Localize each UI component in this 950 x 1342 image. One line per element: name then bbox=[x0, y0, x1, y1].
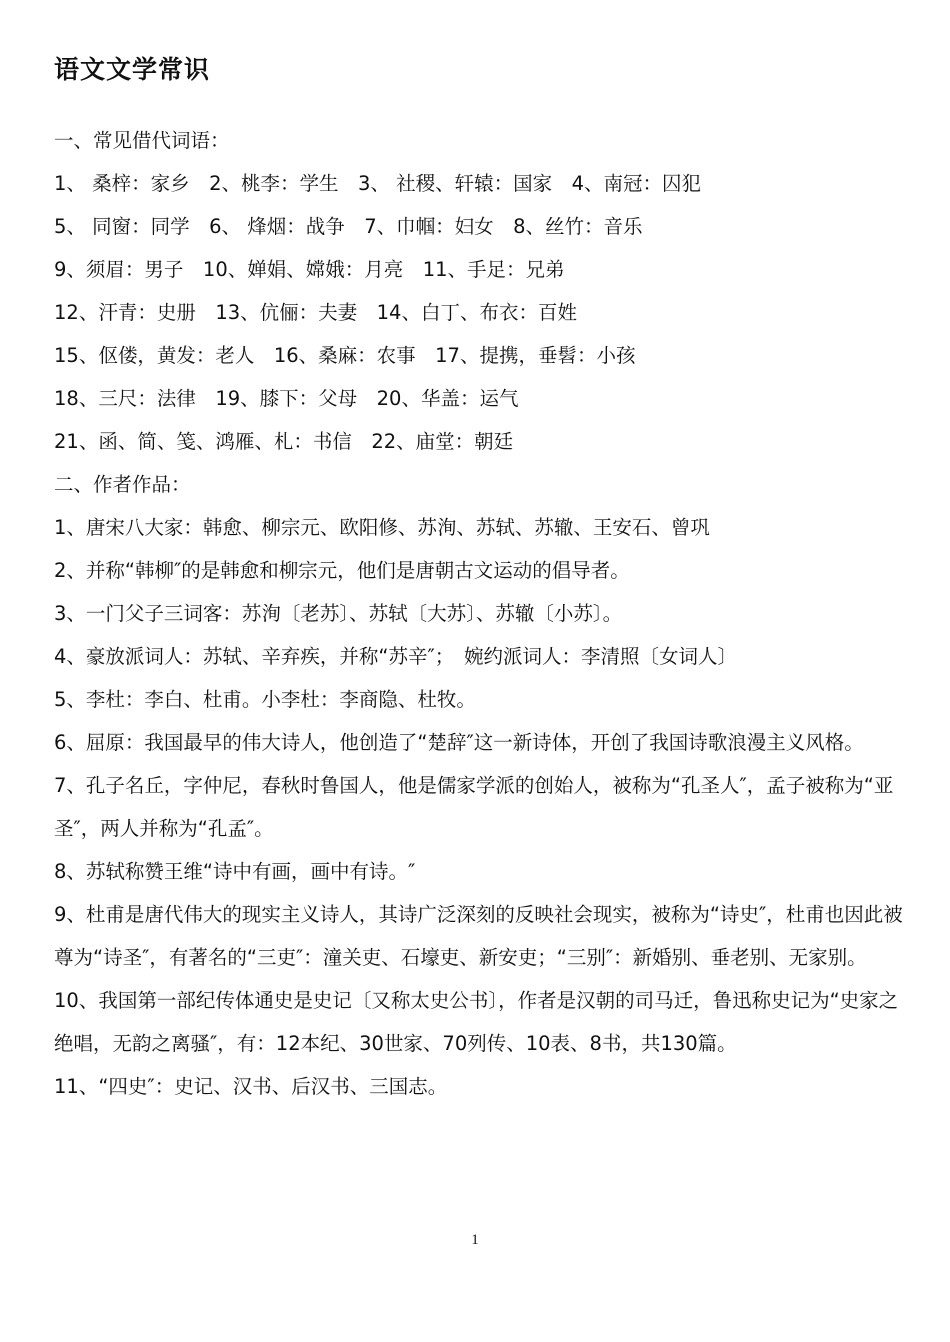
borrowed-words-line: 5、 同窗：同学 6、 烽烟：战争 7、巾帼：妇女 8、丝竹：音乐 bbox=[54, 215, 643, 238]
borrowed-words-line: 15、伛偻，黄发：老人 16、桑麻：农事 17、提携，垂髫：小孩 bbox=[54, 344, 636, 367]
authors-item: 5、李杜：李白、杜甫。小李杜：李商隐、杜牧。 bbox=[54, 688, 476, 711]
authors-item: 7、孔子名丘，字仲尼，春秋时鲁国人，他是儒家学派的创始人，被称为“孔圣人″，孟子被称为“亚圣″，两人并称为“孔孟″。 bbox=[54, 774, 894, 840]
borrowed-words-line: 1、 桑梓：家乡 2、桃李：学生 3、 社稷、轩辕：国家 4、南冠：囚犯 bbox=[54, 172, 702, 195]
page-number: 1 bbox=[471, 1232, 479, 1248]
borrowed-words-line: 12、汗青：史册 13、伉俪：夫妻 14、白丁、布衣：百姓 bbox=[54, 301, 577, 324]
borrowed-words-line: 21、函、简、笺、鸿雁、札：书信 22、庙堂：朝廷 bbox=[54, 430, 514, 453]
authors-item: 10、我国第一部纪传体通史是史记〔又称太史公书〕，作者是汉朝的司马迁，鲁迅称史记为“史家之绝唱，无韵之离骚″，有：12本纪、30世家、70列传、10表、8书，共130篇。 bbox=[54, 989, 899, 1055]
authors-item: 3、一门父子三词客：苏洵〔老苏〕、苏轼〔大苏〕、苏辙〔小苏〕。 bbox=[54, 602, 623, 625]
document-title: 语文文学常识 bbox=[54, 55, 211, 84]
authors-item: 9、杜甫是唐代伟大的现实主义诗人，其诗广泛深刻的反映社会现实，被称为“诗史″，杜甫也因此被尊为“诗圣″，有著名的“三吏″：潼关吏、石壕吏、新安吏；“三别″：新婚别、垂老别、无家别。 bbox=[54, 903, 903, 969]
authors-item: 2、并称“韩柳″的是韩愈和柳宗元，他们是唐朝古文运动的倡导者。 bbox=[54, 559, 630, 582]
borrowed-words-line: 9、须眉：男子 10、婵娟、嫦娥：月亮 11、手足：兄弟 bbox=[54, 258, 565, 281]
authors-item: 6、屈原：我国最早的伟大诗人，他创造了“楚辞″这一新诗体，开创了我国诗歌浪漫主义风格。 bbox=[54, 731, 864, 754]
authors-item: 1、唐宋八大家：韩愈、柳宗元、欧阳修、苏洵、苏轼、苏辙、王安石、曾巩 bbox=[54, 516, 710, 539]
authors-item: 11、“四史″：史记、汉书、后汉书、三国志。 bbox=[54, 1075, 448, 1098]
borrowed-words-line: 18、三尺：法律 19、膝下：父母 20、华盖：运气 bbox=[54, 387, 519, 410]
document-body bbox=[54, 119, 904, 1108]
authors-item: 4、豪放派词人：苏轼、辛弃疾，并称“苏辛″； 婉约派词人：李清照〔女词人〕 bbox=[54, 645, 738, 668]
section-heading-borrowed-words: 一、常见借代词语： bbox=[54, 129, 230, 152]
authors-item: 8、苏轼称赞王维“诗中有画，画中有诗。″ bbox=[54, 860, 416, 883]
section-heading-authors-works: 二、作者作品： bbox=[54, 473, 191, 496]
